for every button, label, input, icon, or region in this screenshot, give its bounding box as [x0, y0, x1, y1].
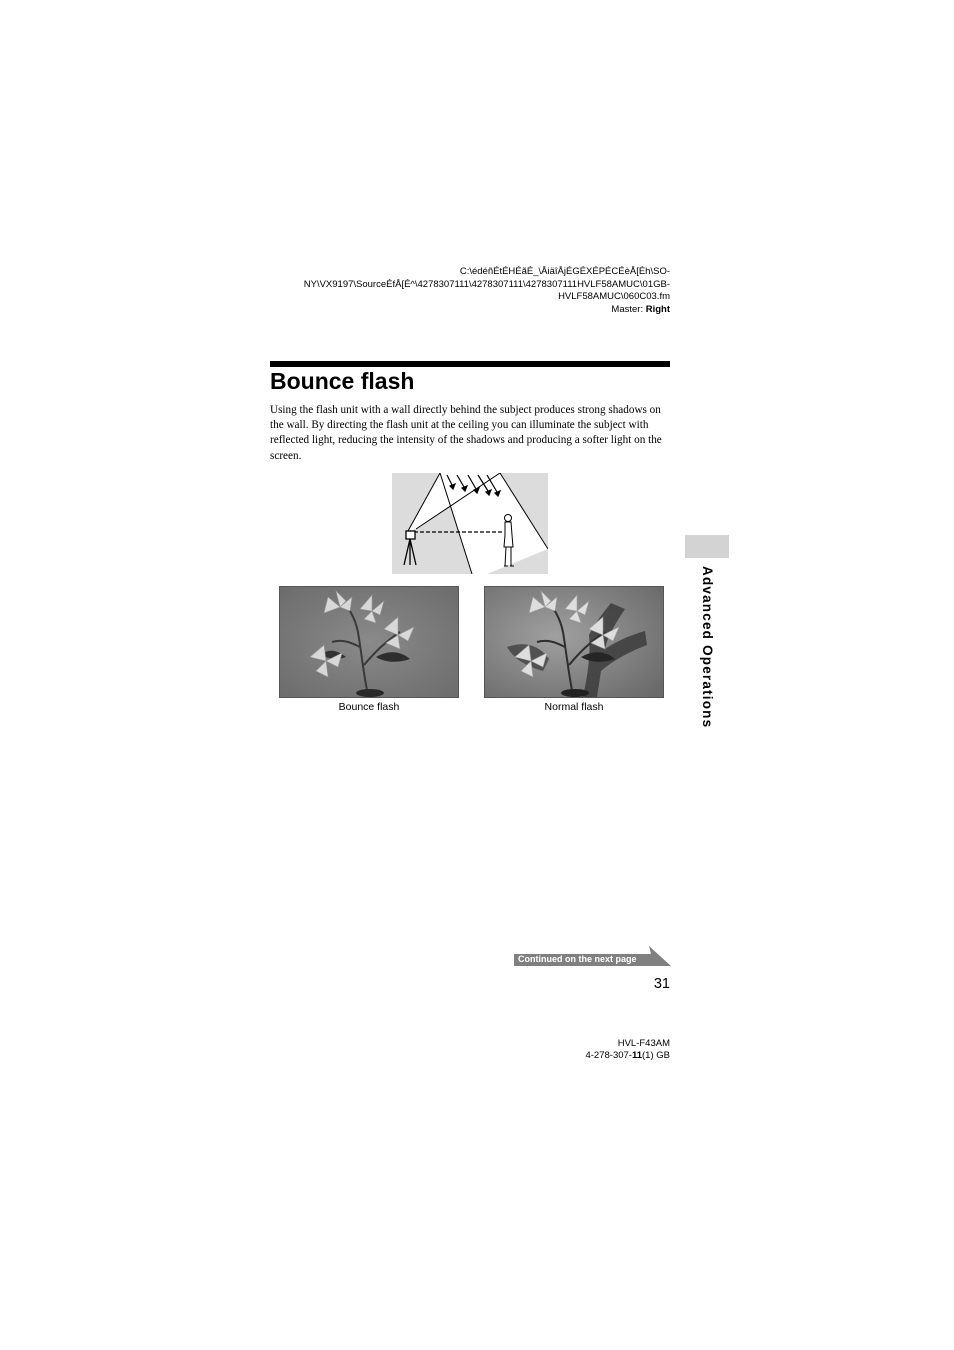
lily-photo-soft: [280, 587, 458, 697]
side-tab-label: Advanced Operations: [700, 566, 715, 729]
section-body: Using the flash unit with a wall directly behind the subject produces strong shadows on the wall. By directing the flash unit at the ceiling you can illuminate the subject with reflected light, reducing the intensity of the shadows and producing a softer light on the screen.: [270, 404, 662, 462]
master-label: Master:: [611, 303, 646, 315]
path-line-1: C:\édéñÉtÉHÉãÉ_\ÅiäîÅjÉGÉXÉPÉCÉèÅ[Éh\SO-: [459, 266, 670, 277]
master-line: [250, 304, 670, 317]
diagram-illustration: [392, 473, 548, 574]
model-name: HVL-F43AM: [617, 1038, 670, 1049]
master-value: Right: [645, 303, 670, 315]
normal-flash-photo: [484, 586, 664, 698]
code-bold: 11: [631, 1050, 643, 1061]
page-number: 31: [653, 976, 670, 992]
file-path-header: [250, 266, 670, 316]
bounce-flash-diagram: [392, 473, 548, 574]
bounce-flash-caption: Bounce flash: [338, 701, 400, 713]
continued-banner: [511, 946, 671, 968]
model-info: [585, 1038, 670, 1062]
path-line-2: NY\VX9197\SourceÉfÅ[É^\4278307111\4278307111\4278307111HVLF58AMUC\01GB-: [303, 278, 670, 290]
path-line-3: HVLF58AMUC\060C03.fm: [558, 291, 670, 302]
continued-text: Continued on the next page: [518, 954, 637, 964]
section-title: Bounce flash: [270, 368, 415, 394]
lily-photo-shadow: [485, 587, 663, 697]
model-code: [585, 1050, 670, 1062]
normal-flash-caption: Normal flash: [544, 701, 604, 713]
code-prefix: 4-278-307-: [585, 1050, 632, 1061]
section-side-tab: [685, 535, 729, 558]
bounce-flash-photo: [279, 586, 459, 698]
code-suffix: (1) GB: [642, 1050, 670, 1061]
